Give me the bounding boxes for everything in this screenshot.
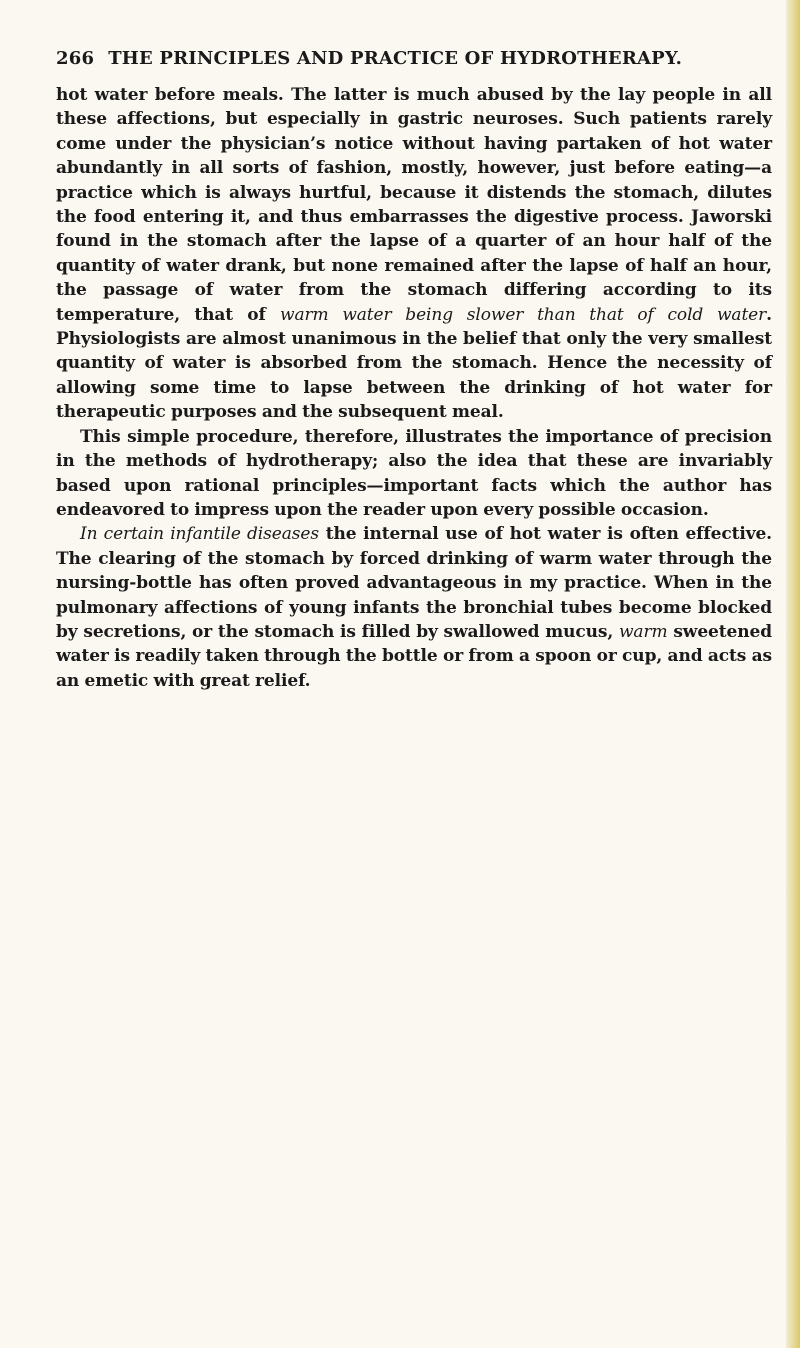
running-title: THE PRINCIPLES AND PRACTICE OF HYDROTHERAPY. — [108, 48, 683, 69]
book-page — [56, 48, 772, 693]
paragraph-text: the internal use of hot water is often effective. The clearing of the stomach by forced drinking of warm water through the nursing-bottle has often proved advantageous in my practice. When in the pulmonary affections of young infants the bronchial tubes become blocked by secretions, or the stomach is filled by swallowed mucus, — [56, 524, 773, 642]
paragraph-text: hot water before meals. The latter is much abused by the lay people in all these affections, but especially in gastric neuroses. Such patients rarely come under the physician’s notice without having partaken of hot water abundantly in all sorts of fashion, mostly, however, just before eating—a practice which is always hurtful, because it distends the stomach, dilutes the food entering it, and thus embarrasses the digestive process. Jaworski found in the stomach after the lapse of a quarter of an hour half of the quantity of water drank, but none remained after the lapse of half an hour, the passage of water from the stomach differing according to its temperature, that of — [56, 85, 772, 325]
page-edge-stain — [786, 0, 800, 1348]
body-text — [56, 83, 772, 693]
italic-word-warm: warm — [618, 621, 668, 642]
paragraph-simple-procedure — [56, 425, 772, 523]
page-number: 266 — [56, 48, 95, 69]
paragraph-infantile-diseases — [56, 522, 772, 693]
paragraph-text: . Physiologists are almost unanimous in the belief that only the very smallest quantity of water is absorbed from the stomach. Hence the necessity of allowing some time to lapse between the drinking of hot water for therapeutic purposes and the subsequent meal. — [56, 304, 772, 423]
italic-phrase-warm-water: warm water being slower than that of cold water — [280, 304, 767, 325]
paragraph-hot-water-before-meals — [56, 83, 772, 425]
running-header — [56, 48, 772, 69]
italic-phrase-infantile-diseases: In certain infantile diseases — [80, 524, 319, 545]
paragraph-text: sweetened water is readily taken through the bottle or from a spoon or cup, and acts as an emetic with great relief. — [56, 621, 772, 691]
paragraph-text: This simple procedure, therefore, illustrates the importance of precision in the methods of hydrotherapy; also the idea that these are invariably based upon rational principles—important facts which the author has endeavored to impress upon the reader upon every possible occasion. — [56, 426, 772, 520]
